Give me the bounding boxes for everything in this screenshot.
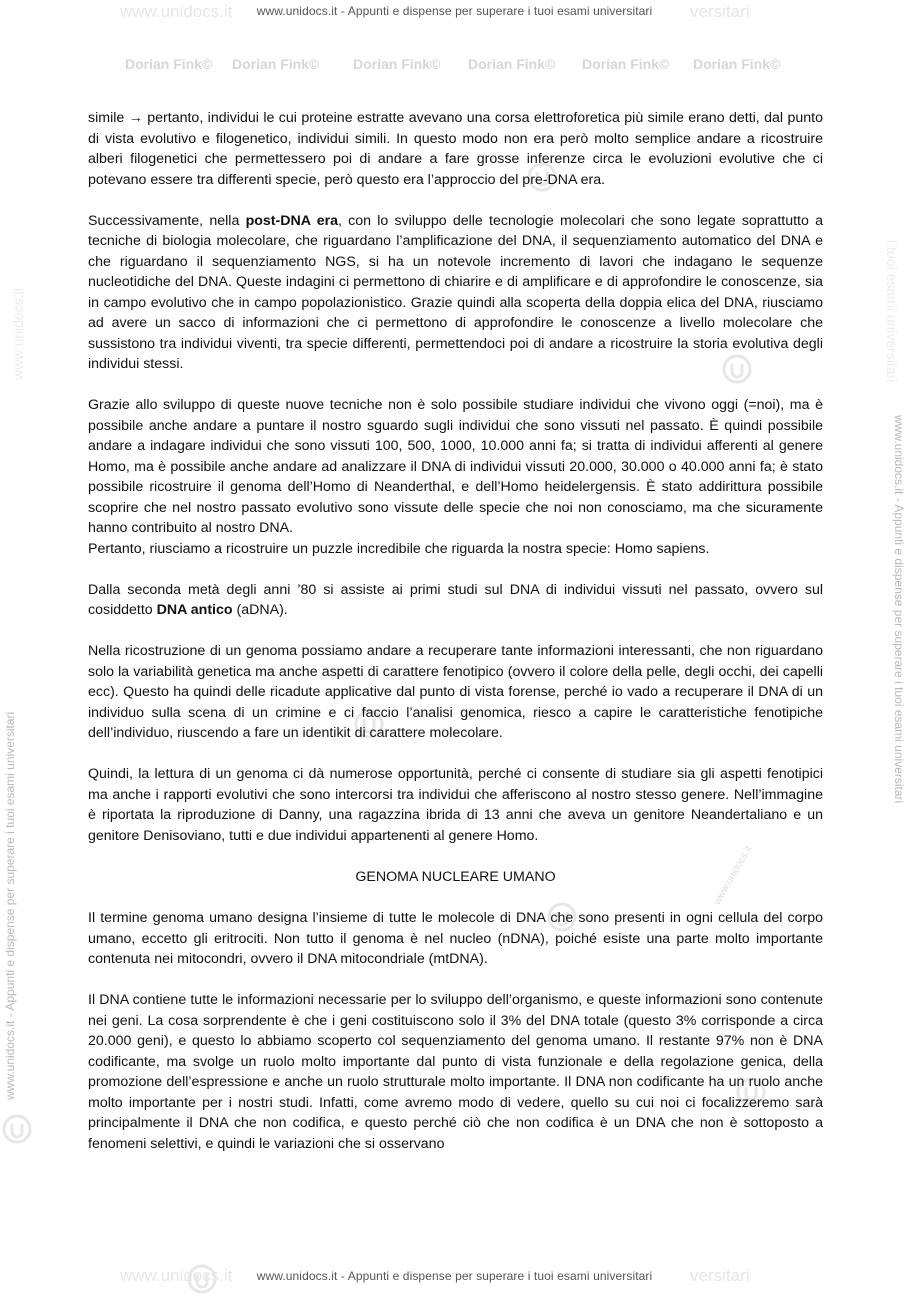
paragraph-post-dna-era: [88, 211, 823, 375]
author-row: [0, 56, 909, 76]
header-watermark: www.unidocs.it - Appunti e dispense per superare i tuoi esami universitari: [256, 4, 653, 18]
paragraph-pre-dna-era: simile → pertanto, individui le cui proteine estratte avevano una corsa elettroforetica più simile erano detti, dal punto di vista evolutivo e filogenetico, individui simili. In questo modo non era però molto semplice andare a ricostruire alberi filogenetici che permettessero poi di andare a fare grosse inferenze circa le evoluzioni evolutive che ci potevano essere tra differenti specie, però questo era l’approccio del pre-DNA era.: [88, 110, 823, 188]
ghost-watermark-right: versitari: [690, 2, 750, 21]
diagonal-watermark: www.unidocs.it: [711, 844, 755, 907]
author-mark: Dorian Fink©: [125, 56, 213, 72]
side-watermark-left-faint: www.unidocs.it: [10, 287, 26, 380]
author-mark: Dorian Fink©: [693, 56, 781, 72]
unidocs-logo-icon: [0, 1112, 34, 1146]
text-segment: , con lo sviluppo delle tecnologie molecolari che sono legate soprattutto a tecniche di biologia molecolare, che riguardano l’amplificazione del DNA, il sequenziamento automatico del DNA e che riguardano il sequenziamento NGS, si ha un notevole incremento di lavori che indagano le sequenze nucleotidiche del DNA. Queste indagini ci permettono di chiarire e di amplificare e di approfondire le conoscenze, sia in campo evolutivo che in campo popolazionistico. Grazie quindi alla scoperta della doppia elica del DNA, riusciamo ad avere un sacco di informazioni che ci permettono di approfondire le conoscenze a livello molecolare che sussistono tra individui viventi, tra specie differenti, permettendoci poi di andare a ricostruire la storia evolutiva degli individui stessi.: [88, 212, 823, 372]
paragraph-genome-reading: Quindi, la lettura di un genoma ci dà numerose opportunità, perché ci consente di studiare sia gli aspetti fenotipici ma anche i rapporti evolutivi che sono intercorsi tra individui che afferiscono al nostro stesso genere. Nell’immagine è riportata la riproduzione di Danny, una ragazzina ibrida di 13 anni che aveva un genitore Neandertaliano e un genitore Denisoviano, tutti e due individui appartenenti al genere Homo.: [88, 766, 823, 844]
paragraph-genome-reconstruction: Nella ricostruzione di un genoma possiamo andare a recuperare tante informazioni interessanti, che non riguardano solo la variabilità genetica ma anche aspetti di carattere fenotipico (ovvero il colore della pelle, degli occhi, dei capelli ecc). Questo ha quindi delle ricadute applicative dal punto di vista forense, perché io vado a recuperare il DNA di un individuo sulla scena di un crimine e ci faccio l’analisi genomica, riesco a capire le caratteristiche fenotipiche dell’individuo, riuscendo a fare un identikit di carattere molecolare.: [88, 643, 823, 741]
author-mark: Dorian Fink©: [353, 56, 441, 72]
footer-watermark: www.unidocs.it - Appunti e dispense per superare i tuoi esami universitari: [256, 1269, 653, 1283]
ghost-watermark-right: versitari: [690, 1266, 750, 1285]
side-watermark-left: www.unidocs.it - Appunti e dispense per superare i tuoi esami universitari: [3, 711, 17, 1100]
paragraph-adna: [88, 580, 823, 621]
paragraph-human-genome: Il termine genoma umano designa l’insieme di tutte le molecole di DNA che sono presenti in ogni cellula del corpo umano, eccetto gli eritrociti. Non tutto il genoma è nel nucleo (nDNA), poiché esiste una parte molto importante contenuta nei mitocondri, ovvero il DNA mitocondriale (mtDNA).: [88, 910, 823, 967]
author-mark: Dorian Fink©: [468, 56, 556, 72]
ghost-watermark-left: www.unidocs.it: [120, 1266, 233, 1285]
author-mark: Dorian Fink©: [582, 56, 670, 72]
section-heading: GENOMA NUCLEARE UMANO: [355, 868, 556, 885]
text-segment: Dalla seconda metà degli anni ’80 si assiste ai primi studi sul DNA di individui vissuti nel passato, ovvero sul cosiddetto: [88, 581, 823, 618]
paragraph-ancient-individuals: Grazie allo sviluppo di queste nuove tecniche non è solo possibile studiare individui che vivono oggi (=noi), ma è possibile anche andare a puntare il nostro sguardo sugli individui che sono vissuti nel passato. È quindi possibile andare a indagare individui che sono vissuti 100, 500, 1000, 10.000 anni fa; si tratta di individui afferenti al genere Homo, ma è possibile anche andare ad analizzare il DNA di individui vissuti 20.000, 30.000 o 40.000 anni fa; è stato possibile ricostruire il genoma dell’Homo di Neanderthal, e dell’Homo heidelergensis. È stato addirittura possibile scoprire che nel nostro passato evolutivo sono vissute delle specie che noi non conosciamo, ma che sicuramente hanno contribuito al nostro DNA.: [88, 397, 823, 536]
author-mark: Dorian Fink©: [232, 56, 320, 72]
paragraph-puzzle: Pertanto, riusciamo a ricostruire un puzzle incredibile che riguarda la nostra specie: Homo sapiens.: [88, 540, 710, 557]
side-watermark-right-faint: i tuoi esami universitari: [884, 240, 900, 383]
term-post-dna-era: post-DNA era: [245, 212, 338, 229]
side-watermark-right: www.unidocs.it - Appunti e dispense per superare i tuoi esami universitari: [892, 415, 906, 804]
document-body: [88, 108, 823, 1175]
text-segment: (aDNA).: [232, 602, 288, 618]
paragraph-dna-content: Il DNA contiene tutte le informazioni necessarie per lo sviluppo dell’organismo, e queste informazioni sono contenute nei geni. La cosa sorprendente è che i geni costituiscono solo il 3% del DNA totale (questo 3% corrisponde a circa 20.000 geni), e questo lo abbiamo scoperto col sequenziamento del genoma umano. Il restante 97% non è DNA codificante, ma svolge un ruolo molto importante dal punto di vista funzionale e della regolazione genica, della promozione dell’espressione e anche un ruolo strutturale molto importante. Il DNA non codificante ha un ruolo anche molto importante per i nostri studi. Infatti, come avremo modo di vedere, quello su cui noi ci focalizzeremo sarà principalmente il DNA che non codifica, e questo perché ciò che non codifica è un DNA che non è sottoposto a fenomeni selettivi, e quindi le variazioni che si osservano: [88, 992, 823, 1152]
text-segment: Successivamente, nella: [88, 212, 246, 229]
ghost-watermark-left: www.unidocs.it: [120, 2, 233, 21]
term-dna-antico: DNA antico: [156, 602, 233, 618]
